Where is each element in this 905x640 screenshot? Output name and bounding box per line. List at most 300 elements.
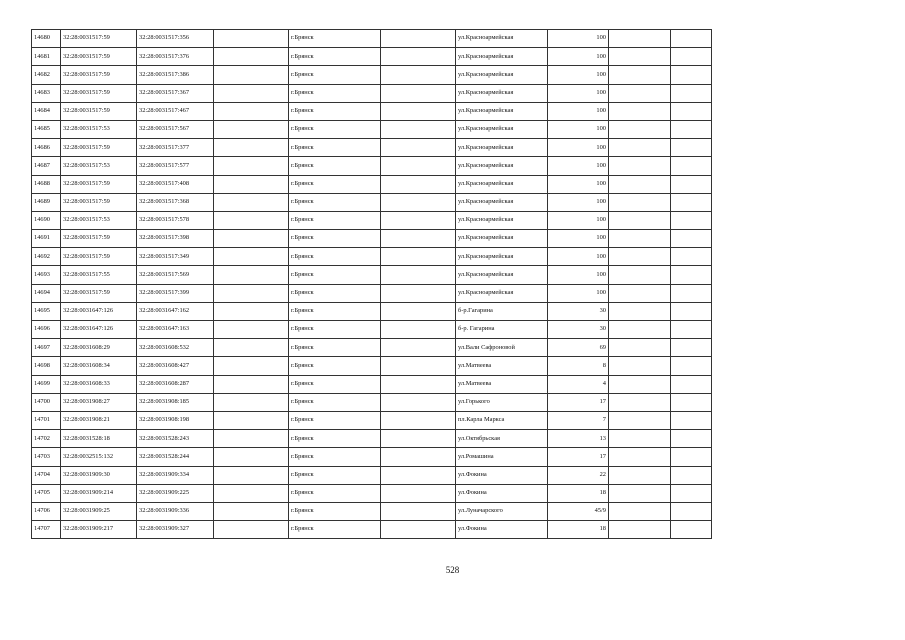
cell-house-number: 18	[548, 484, 609, 502]
cell-city: г.Брянск	[289, 230, 381, 248]
cell-cadastral-number: 32:28:0031647:162	[137, 302, 214, 320]
cell-city: г.Брянск	[289, 266, 381, 284]
cell-row-index: 14706	[32, 502, 61, 520]
cell-blank-col-4	[214, 211, 289, 229]
cell-blank-col-9	[609, 211, 671, 229]
table-row	[32, 30, 712, 48]
cell-cadastral-quarter: 32:28:0031528:18	[61, 430, 137, 448]
cell-blank-col-4	[214, 175, 289, 193]
cell-blank-col-10	[671, 430, 712, 448]
cell-city: г.Брянск	[289, 466, 381, 484]
cell-blank-col-10	[671, 211, 712, 229]
cell-cadastral-quarter: 32:28:0031608:29	[61, 339, 137, 357]
cell-blank-col-6	[381, 502, 456, 520]
cell-blank-col-4	[214, 357, 289, 375]
cell-row-index: 14700	[32, 393, 61, 411]
cell-blank-col-9	[609, 484, 671, 502]
cell-cadastral-number: 32:28:0031908:198	[137, 411, 214, 429]
cell-blank-col-4	[214, 84, 289, 102]
table-body	[32, 30, 712, 539]
cell-row-index: 14702	[32, 430, 61, 448]
cell-blank-col-10	[671, 284, 712, 302]
table-row	[32, 321, 712, 339]
cell-street: ул.Красноармейская	[456, 211, 548, 229]
cell-blank-col-10	[671, 230, 712, 248]
cell-row-index: 14681	[32, 48, 61, 66]
cell-row-index: 14684	[32, 102, 61, 120]
cell-blank-col-9	[609, 66, 671, 84]
cell-street: ул.Красноармейская	[456, 48, 548, 66]
cell-blank-col-6	[381, 375, 456, 393]
cell-cadastral-quarter: 32:28:0031608:34	[61, 357, 137, 375]
table-row	[32, 411, 712, 429]
cell-blank-col-6	[381, 48, 456, 66]
table-row	[32, 139, 712, 157]
cell-blank-col-4	[214, 66, 289, 84]
cell-cadastral-number: 32:28:0031517:356	[137, 30, 214, 48]
table-row	[32, 66, 712, 84]
cell-cadastral-quarter: 32:28:0031517:59	[61, 230, 137, 248]
cell-row-index: 14693	[32, 266, 61, 284]
registry-table-container	[31, 29, 712, 539]
cell-house-number: 100	[548, 30, 609, 48]
cell-row-index: 14682	[32, 66, 61, 84]
cell-cadastral-number: 32:28:0031528:243	[137, 430, 214, 448]
cell-blank-col-9	[609, 321, 671, 339]
cell-blank-col-6	[381, 266, 456, 284]
cell-street: ул.Красноармейская	[456, 284, 548, 302]
cell-street: ул.Красноармейская	[456, 139, 548, 157]
cell-blank-col-6	[381, 357, 456, 375]
cell-blank-col-10	[671, 339, 712, 357]
cell-street: б-р. Гагарина	[456, 321, 548, 339]
cell-street: б-р.Гагарина	[456, 302, 548, 320]
cell-row-index: 14697	[32, 339, 61, 357]
cell-blank-col-10	[671, 120, 712, 138]
cell-city: г.Брянск	[289, 102, 381, 120]
cell-cadastral-number: 32:28:0031909:327	[137, 521, 214, 539]
cell-cadastral-quarter: 32:28:0031517:59	[61, 30, 137, 48]
cell-row-index: 14688	[32, 175, 61, 193]
cell-house-number: 100	[548, 102, 609, 120]
table-row	[32, 339, 712, 357]
cell-city: г.Брянск	[289, 284, 381, 302]
cell-blank-col-10	[671, 521, 712, 539]
cell-cadastral-quarter: 32:28:0031517:59	[61, 66, 137, 84]
cell-blank-col-6	[381, 411, 456, 429]
cell-blank-col-10	[671, 393, 712, 411]
cell-blank-col-6	[381, 193, 456, 211]
cell-city: г.Брянск	[289, 357, 381, 375]
cell-city: г.Брянск	[289, 84, 381, 102]
table-row	[32, 521, 712, 539]
cell-blank-col-4	[214, 339, 289, 357]
cell-row-index: 14691	[32, 230, 61, 248]
cell-blank-col-9	[609, 284, 671, 302]
cell-house-number: 100	[548, 230, 609, 248]
cell-blank-col-4	[214, 502, 289, 520]
cell-street: ул.Фокина	[456, 466, 548, 484]
cell-blank-col-9	[609, 120, 671, 138]
cell-blank-col-4	[214, 411, 289, 429]
cell-street: ул.Красноармейская	[456, 30, 548, 48]
cell-cadastral-number: 32:28:0031517:577	[137, 157, 214, 175]
cell-house-number: 18	[548, 521, 609, 539]
cell-city: г.Брянск	[289, 211, 381, 229]
cell-street: пл.Карла Маркса	[456, 411, 548, 429]
cell-blank-col-9	[609, 84, 671, 102]
cell-row-index: 14704	[32, 466, 61, 484]
table-row	[32, 430, 712, 448]
cell-blank-col-6	[381, 120, 456, 138]
cell-blank-col-10	[671, 139, 712, 157]
cell-blank-col-6	[381, 30, 456, 48]
cell-house-number: 100	[548, 157, 609, 175]
cell-blank-col-10	[671, 193, 712, 211]
cell-blank-col-9	[609, 30, 671, 48]
cell-blank-col-9	[609, 430, 671, 448]
cell-cadastral-number: 32:28:0031517:349	[137, 248, 214, 266]
cell-cadastral-quarter: 32:28:0031909:217	[61, 521, 137, 539]
cell-blank-col-9	[609, 357, 671, 375]
cell-cadastral-number: 32:28:0031608:532	[137, 339, 214, 357]
cell-cadastral-quarter: 32:28:0031517:59	[61, 248, 137, 266]
cell-blank-col-6	[381, 157, 456, 175]
cell-street: ул.Красноармейская	[456, 193, 548, 211]
cell-cadastral-quarter: 32:28:0031517:53	[61, 157, 137, 175]
cell-row-index: 14707	[32, 521, 61, 539]
cell-blank-col-6	[381, 66, 456, 84]
cell-row-index: 14685	[32, 120, 61, 138]
cell-cadastral-quarter: 32:28:0031909:214	[61, 484, 137, 502]
cell-cadastral-number: 32:28:0031517:368	[137, 193, 214, 211]
cell-blank-col-6	[381, 339, 456, 357]
cell-city: г.Брянск	[289, 321, 381, 339]
cell-city: г.Брянск	[289, 157, 381, 175]
cell-blank-col-6	[381, 521, 456, 539]
cell-blank-col-10	[671, 302, 712, 320]
cell-cadastral-quarter: 32:28:0031647:126	[61, 321, 137, 339]
cell-row-index: 14689	[32, 193, 61, 211]
cell-street: ул.Красноармейская	[456, 248, 548, 266]
cell-cadastral-quarter: 32:28:0031517:59	[61, 102, 137, 120]
cell-blank-col-9	[609, 411, 671, 429]
cell-blank-col-6	[381, 230, 456, 248]
cell-house-number: 17	[548, 393, 609, 411]
cell-row-index: 14701	[32, 411, 61, 429]
cell-blank-col-6	[381, 393, 456, 411]
cell-cadastral-quarter: 32:28:0031908:21	[61, 411, 137, 429]
cell-blank-col-4	[214, 466, 289, 484]
cell-city: г.Брянск	[289, 120, 381, 138]
cell-row-index: 14698	[32, 357, 61, 375]
cell-city: г.Брянск	[289, 48, 381, 66]
cell-cadastral-number: 32:28:0031517:408	[137, 175, 214, 193]
registry-table	[31, 29, 712, 539]
cell-house-number: 45/9	[548, 502, 609, 520]
table-row	[32, 393, 712, 411]
cell-cadastral-number: 32:28:0031517:569	[137, 266, 214, 284]
cell-row-index: 14683	[32, 84, 61, 102]
cell-cadastral-number: 32:28:0031517:578	[137, 211, 214, 229]
cell-blank-col-6	[381, 321, 456, 339]
cell-street: ул.Фокина	[456, 484, 548, 502]
cell-city: г.Брянск	[289, 66, 381, 84]
cell-cadastral-quarter: 32:28:0031647:126	[61, 302, 137, 320]
cell-street: ул.Октябрьская	[456, 430, 548, 448]
table-row	[32, 266, 712, 284]
cell-house-number: 100	[548, 193, 609, 211]
cell-cadastral-number: 32:28:0031517:399	[137, 284, 214, 302]
cell-city: г.Брянск	[289, 139, 381, 157]
cell-blank-col-4	[214, 230, 289, 248]
cell-cadastral-quarter: 32:28:0032515:132	[61, 448, 137, 466]
cell-house-number: 100	[548, 211, 609, 229]
cell-cadastral-quarter: 32:28:0031517:59	[61, 139, 137, 157]
cell-blank-col-9	[609, 466, 671, 484]
cell-blank-col-4	[214, 302, 289, 320]
cell-blank-col-4	[214, 484, 289, 502]
cell-cadastral-quarter: 32:28:0031517:55	[61, 266, 137, 284]
cell-blank-col-10	[671, 157, 712, 175]
cell-blank-col-4	[214, 393, 289, 411]
cell-street: ул.Вали Сафроновой	[456, 339, 548, 357]
cell-blank-col-6	[381, 175, 456, 193]
table-row	[32, 502, 712, 520]
cell-blank-col-9	[609, 521, 671, 539]
cell-blank-col-10	[671, 266, 712, 284]
cell-row-index: 14686	[32, 139, 61, 157]
cell-row-index: 14687	[32, 157, 61, 175]
cell-city: г.Брянск	[289, 411, 381, 429]
cell-city: г.Брянск	[289, 175, 381, 193]
cell-cadastral-quarter: 32:28:0031517:59	[61, 193, 137, 211]
page-number: 528	[445, 565, 460, 575]
cell-house-number: 30	[548, 302, 609, 320]
cell-blank-col-4	[214, 266, 289, 284]
cell-blank-col-4	[214, 284, 289, 302]
cell-blank-col-6	[381, 484, 456, 502]
cell-blank-col-10	[671, 30, 712, 48]
cell-row-index: 14695	[32, 302, 61, 320]
cell-street: ул.Красноармейская	[456, 175, 548, 193]
cell-city: г.Брянск	[289, 339, 381, 357]
table-row	[32, 120, 712, 138]
cell-blank-col-4	[214, 430, 289, 448]
cell-blank-col-4	[214, 248, 289, 266]
cell-house-number: 69	[548, 339, 609, 357]
cell-street: ул.Красноармейская	[456, 120, 548, 138]
cell-blank-col-9	[609, 448, 671, 466]
cell-city: г.Брянск	[289, 375, 381, 393]
cell-city: г.Брянск	[289, 521, 381, 539]
cell-blank-col-10	[671, 466, 712, 484]
cell-house-number: 100	[548, 175, 609, 193]
cell-row-index: 14705	[32, 484, 61, 502]
cell-blank-col-6	[381, 448, 456, 466]
cell-cadastral-quarter: 32:28:0031517:59	[61, 284, 137, 302]
cell-row-index: 14692	[32, 248, 61, 266]
cell-blank-col-9	[609, 248, 671, 266]
cell-house-number: 100	[548, 120, 609, 138]
cell-house-number: 100	[548, 84, 609, 102]
table-row	[32, 48, 712, 66]
cell-blank-col-9	[609, 157, 671, 175]
cell-house-number: 100	[548, 266, 609, 284]
cell-street: ул.Красноармейская	[456, 66, 548, 84]
cell-cadastral-number: 32:28:0031517:386	[137, 66, 214, 84]
cell-blank-col-4	[214, 193, 289, 211]
cell-blank-col-10	[671, 102, 712, 120]
cell-street: ул.Фокина	[456, 521, 548, 539]
cell-blank-col-6	[381, 102, 456, 120]
cell-cadastral-number: 32:28:0031909:225	[137, 484, 214, 502]
cell-blank-col-6	[381, 139, 456, 157]
cell-cadastral-number: 32:28:0031517:467	[137, 102, 214, 120]
cell-blank-col-10	[671, 321, 712, 339]
cell-cadastral-number: 32:28:0031908:185	[137, 393, 214, 411]
cell-blank-col-10	[671, 484, 712, 502]
cell-blank-col-9	[609, 266, 671, 284]
cell-street: ул.Красноармейская	[456, 157, 548, 175]
cell-cadastral-number: 32:28:0031909:336	[137, 502, 214, 520]
table-row	[32, 248, 712, 266]
cell-city: г.Брянск	[289, 248, 381, 266]
cell-street: ул.Луначарского	[456, 502, 548, 520]
cell-blank-col-10	[671, 48, 712, 66]
cell-cadastral-number: 32:28:0031608:427	[137, 357, 214, 375]
cell-blank-col-9	[609, 339, 671, 357]
cell-cadastral-number: 32:28:0031517:376	[137, 48, 214, 66]
table-row	[32, 193, 712, 211]
table-row	[32, 302, 712, 320]
cell-cadastral-number: 32:28:0031517:567	[137, 120, 214, 138]
cell-cadastral-number: 32:28:0031909:334	[137, 466, 214, 484]
cell-cadastral-number: 32:28:0031517:398	[137, 230, 214, 248]
cell-blank-col-4	[214, 120, 289, 138]
cell-blank-col-10	[671, 84, 712, 102]
cell-house-number: 100	[548, 248, 609, 266]
cell-blank-col-6	[381, 248, 456, 266]
cell-cadastral-quarter: 32:28:0031909:30	[61, 466, 137, 484]
cell-cadastral-quarter: 32:28:0031908:27	[61, 393, 137, 411]
cell-blank-col-4	[214, 30, 289, 48]
table-row	[32, 284, 712, 302]
table-row	[32, 102, 712, 120]
cell-row-index: 14680	[32, 30, 61, 48]
cell-house-number: 100	[548, 66, 609, 84]
table-row	[32, 375, 712, 393]
cell-blank-col-10	[671, 375, 712, 393]
cell-blank-col-10	[671, 175, 712, 193]
cell-blank-col-6	[381, 84, 456, 102]
cell-blank-col-4	[214, 157, 289, 175]
cell-blank-col-9	[609, 139, 671, 157]
table-row	[32, 448, 712, 466]
cell-city: г.Брянск	[289, 30, 381, 48]
cell-house-number: 100	[548, 139, 609, 157]
table-row	[32, 84, 712, 102]
cell-city: г.Брянск	[289, 302, 381, 320]
cell-cadastral-quarter: 32:28:0031608:33	[61, 375, 137, 393]
cell-cadastral-quarter: 32:28:0031909:25	[61, 502, 137, 520]
cell-house-number: 7	[548, 411, 609, 429]
cell-blank-col-9	[609, 375, 671, 393]
cell-house-number: 22	[548, 466, 609, 484]
cell-blank-col-6	[381, 430, 456, 448]
table-row	[32, 466, 712, 484]
table-row	[32, 157, 712, 175]
cell-city: г.Брянск	[289, 502, 381, 520]
cell-blank-col-9	[609, 230, 671, 248]
table-row	[32, 357, 712, 375]
table-row	[32, 211, 712, 229]
cell-blank-col-10	[671, 502, 712, 520]
cell-street: ул.Красноармейская	[456, 266, 548, 284]
cell-cadastral-number: 32:28:0031647:163	[137, 321, 214, 339]
cell-blank-col-4	[214, 448, 289, 466]
cell-street: ул.Красноармейская	[456, 84, 548, 102]
cell-cadastral-number: 32:28:0031517:367	[137, 84, 214, 102]
cell-cadastral-number: 32:28:0031517:377	[137, 139, 214, 157]
table-row	[32, 484, 712, 502]
cell-cadastral-number: 32:28:0031608:287	[137, 375, 214, 393]
cell-blank-col-10	[671, 411, 712, 429]
cell-house-number: 30	[548, 321, 609, 339]
cell-blank-col-6	[381, 284, 456, 302]
cell-house-number: 100	[548, 48, 609, 66]
cell-street: ул.Матвеева	[456, 357, 548, 375]
cell-house-number: 13	[548, 430, 609, 448]
cell-house-number: 100	[548, 284, 609, 302]
cell-city: г.Брянск	[289, 193, 381, 211]
cell-blank-col-9	[609, 193, 671, 211]
cell-street: ул.Красноармейская	[456, 102, 548, 120]
cell-blank-col-10	[671, 357, 712, 375]
cell-street: ул.Красноармейская	[456, 230, 548, 248]
cell-city: г.Брянск	[289, 484, 381, 502]
cell-blank-col-9	[609, 175, 671, 193]
cell-cadastral-quarter: 32:28:0031517:59	[61, 84, 137, 102]
cell-blank-col-9	[609, 393, 671, 411]
cell-street: ул.Матвеева	[456, 375, 548, 393]
cell-blank-col-9	[609, 48, 671, 66]
cell-house-number: 17	[548, 448, 609, 466]
cell-blank-col-4	[214, 102, 289, 120]
cell-row-index: 14699	[32, 375, 61, 393]
cell-blank-col-4	[214, 48, 289, 66]
cell-city: г.Брянск	[289, 430, 381, 448]
cell-blank-col-10	[671, 248, 712, 266]
cell-cadastral-quarter: 32:28:0031517:53	[61, 211, 137, 229]
cell-cadastral-quarter: 32:28:0031517:53	[61, 120, 137, 138]
cell-city: г.Брянск	[289, 393, 381, 411]
cell-blank-col-6	[381, 211, 456, 229]
cell-row-index: 14694	[32, 284, 61, 302]
cell-blank-col-9	[609, 102, 671, 120]
cell-street: ул.Горького	[456, 393, 548, 411]
cell-cadastral-quarter: 32:28:0031517:59	[61, 48, 137, 66]
table-row	[32, 175, 712, 193]
table-row	[32, 230, 712, 248]
cell-blank-col-4	[214, 521, 289, 539]
cell-city: г.Брянск	[289, 448, 381, 466]
cell-blank-col-10	[671, 448, 712, 466]
cell-blank-col-6	[381, 302, 456, 320]
cell-row-index: 14696	[32, 321, 61, 339]
cell-blank-col-4	[214, 139, 289, 157]
cell-row-index: 14703	[32, 448, 61, 466]
